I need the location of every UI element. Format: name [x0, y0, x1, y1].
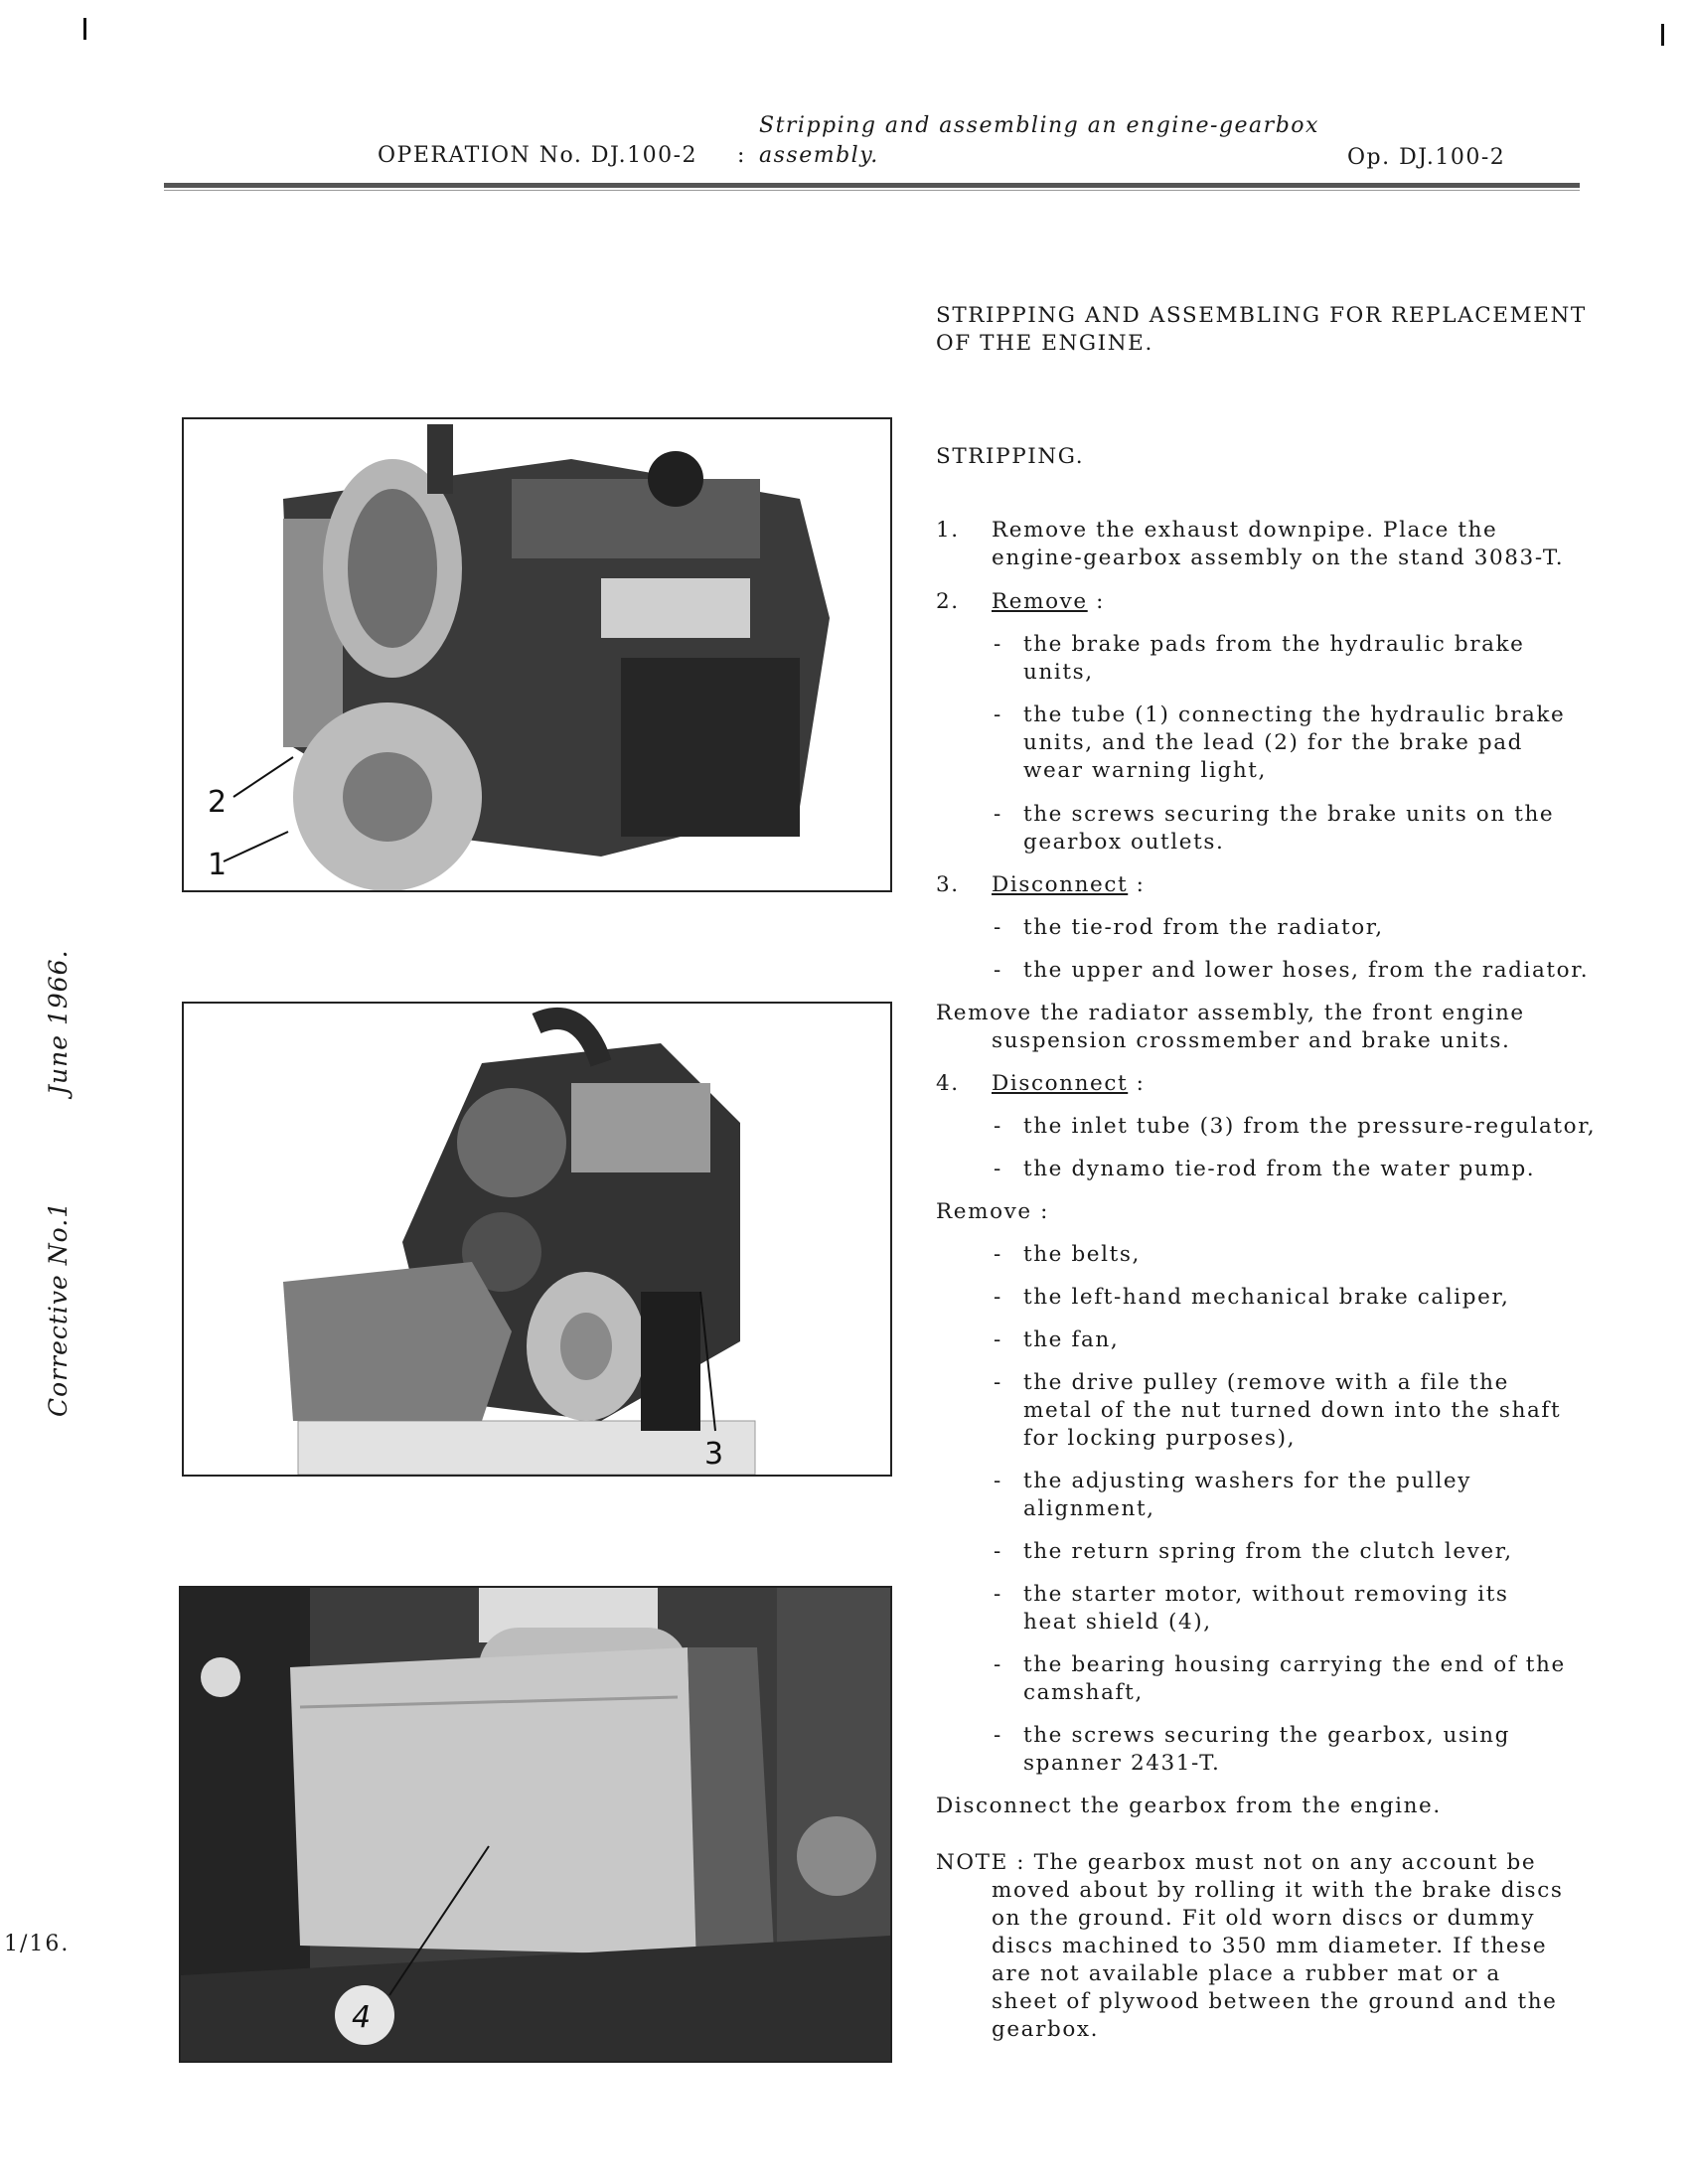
remove-item-spring: the return spring from the clutch lever, — [1023, 1539, 1513, 1564]
dash: - — [994, 1285, 1002, 1310]
remove-item-caliper: the left-hand mechanical brake caliper, — [1023, 1285, 1510, 1310]
callout-1: 1 — [208, 848, 228, 882]
step-2-heading — [992, 588, 1105, 616]
note-line2: moved about by rolling it with the brake discs — [992, 1878, 1564, 1903]
remove-item-pulley-line3: for locking purposes), — [1023, 1426, 1297, 1451]
dash: - — [994, 1242, 1002, 1267]
note-line1: NOTE : The gearbox must not on any account be — [936, 1850, 1537, 1875]
step-3-colon: : — [1136, 872, 1146, 897]
dash: - — [994, 1723, 1002, 1748]
remove-item-washers-line1: the adjusting washers for the pulley — [1023, 1469, 1471, 1493]
dash: - — [994, 702, 1002, 727]
remove-item-starter-line2: heat shield (4), — [1023, 1610, 1212, 1635]
step-2-heading-text: Remove — [992, 589, 1088, 614]
engine-photo-brake-units — [182, 417, 892, 892]
note-line6: sheet of plywood between the ground and the — [992, 1989, 1558, 2014]
remove-heading: Remove : — [936, 1199, 1049, 1224]
date-label: June 1966. — [44, 949, 73, 1095]
remove-item-pulley-line2: metal of the nut turned down into the shaft — [1023, 1398, 1562, 1423]
remove-item-belts: the belts, — [1023, 1242, 1141, 1267]
remove-item-bearing-line2: camshaft, — [1023, 1680, 1144, 1705]
step-2c-line2: gearbox outlets. — [1023, 830, 1225, 855]
step-2-colon: : — [1096, 589, 1105, 614]
dash: - — [994, 632, 1002, 657]
remove-item-fan: the fan, — [1023, 1327, 1120, 1352]
section-title-line2: OF THE ENGINE. — [936, 331, 1153, 356]
step-2a-line1: the brake pads from the hydraulic brake — [1023, 632, 1525, 657]
step-4-number: 4. — [936, 1071, 960, 1096]
dash: - — [994, 1582, 1002, 1607]
remove-item-screws-line1: the screws securing the gearbox, using — [1023, 1723, 1510, 1748]
callout-2: 2 — [208, 785, 228, 820]
remove-radiator-line1: Remove the radiator assembly, the front engine — [936, 1001, 1525, 1025]
note-line3: on the ground. Fit old worn discs or dummy — [992, 1906, 1536, 1931]
step-3a: the tie-rod from the radiator, — [1023, 915, 1384, 940]
dash: - — [994, 1652, 1002, 1677]
header-rule-thin — [164, 190, 1580, 191]
dash: - — [994, 958, 1002, 983]
operation-number: OPERATION No. DJ.100-2 — [378, 143, 698, 168]
step-4-colon: : — [1136, 1071, 1146, 1096]
remove-item-washers-line2: alignment, — [1023, 1496, 1155, 1521]
remove-item-pulley-line1: the drive pulley (remove with a file the — [1023, 1370, 1509, 1395]
dash: - — [994, 1157, 1002, 1181]
note-line7: gearbox. — [992, 2017, 1100, 2042]
section-title-line1: STRIPPING AND ASSEMBLING FOR REPLACEMENT — [936, 303, 1587, 328]
dash: - — [994, 1469, 1002, 1493]
step-2b-line1: the tube (1) connecting the hydraulic brake — [1023, 702, 1566, 727]
scan-mark-right — [1661, 24, 1664, 46]
remove-item-starter-line1: the starter motor, without removing its — [1023, 1582, 1509, 1607]
step-3-heading-text: Disconnect — [992, 872, 1129, 897]
starter-motor-photo — [179, 1586, 892, 2063]
dash: - — [994, 1114, 1002, 1139]
step-3-number: 3. — [936, 872, 960, 897]
engine-photo-inlet-tube — [182, 1002, 892, 1477]
header-rule — [164, 183, 1580, 188]
dash: - — [994, 915, 1002, 940]
step-4-heading — [992, 1070, 1146, 1098]
callout-3: 3 — [704, 1437, 724, 1472]
step-1-line1: Remove the exhaust downpipe. Place the — [992, 518, 1498, 543]
page-number: 1/16. — [4, 1932, 71, 1956]
dash: - — [994, 802, 1002, 827]
header-separator: : — [737, 143, 746, 168]
remove-radiator-line2: suspension crossmember and brake units. — [992, 1028, 1511, 1053]
step-2-number: 2. — [936, 589, 960, 614]
callout-4: 4 — [352, 2000, 372, 2035]
step-4b: the dynamo tie-rod from the water pump. — [1023, 1157, 1536, 1181]
scan-mark-left — [83, 18, 86, 40]
dash: - — [994, 1539, 1002, 1564]
step-2a-line2: units, — [1023, 660, 1094, 685]
step-4a: the inlet tube (3) from the pressure-regulator, — [1023, 1114, 1597, 1139]
step-3-heading — [992, 871, 1146, 899]
dash: - — [994, 1327, 1002, 1352]
corrective-label: Corrective No.1 — [44, 1200, 73, 1417]
step-2b-line3: wear warning light, — [1023, 758, 1267, 783]
subsection-title: STRIPPING. — [936, 444, 1085, 469]
header-title-line1: Stripping and assembling an engine-gearbox — [759, 113, 1319, 138]
step-2b-line2: units, and the lead (2) for the brake pad — [1023, 730, 1523, 755]
note-line5: are not available place a rubber mat or a — [992, 1961, 1501, 1986]
step-1-line2: engine-gearbox assembly on the stand 3083-T. — [992, 546, 1565, 570]
note-line4: discs machined to 350 mm diameter. If these — [992, 1934, 1548, 1958]
header-op-ref: Op. DJ.100-2 — [1347, 145, 1506, 170]
step-4-heading-text: Disconnect — [992, 1071, 1129, 1096]
step-1-number: 1. — [936, 518, 960, 543]
remove-item-bearing-line1: the bearing housing carrying the end of the — [1023, 1652, 1566, 1677]
dash: - — [994, 1370, 1002, 1395]
step-2c-line1: the screws securing the brake units on the — [1023, 802, 1555, 827]
remove-item-screws-line2: spanner 2431-T. — [1023, 1751, 1221, 1776]
step-3b: the upper and lower hoses, from the radiator. — [1023, 958, 1590, 983]
header-title-line2: assembly. — [759, 143, 879, 168]
disconnect-gearbox: Disconnect the gearbox from the engine. — [936, 1794, 1442, 1818]
